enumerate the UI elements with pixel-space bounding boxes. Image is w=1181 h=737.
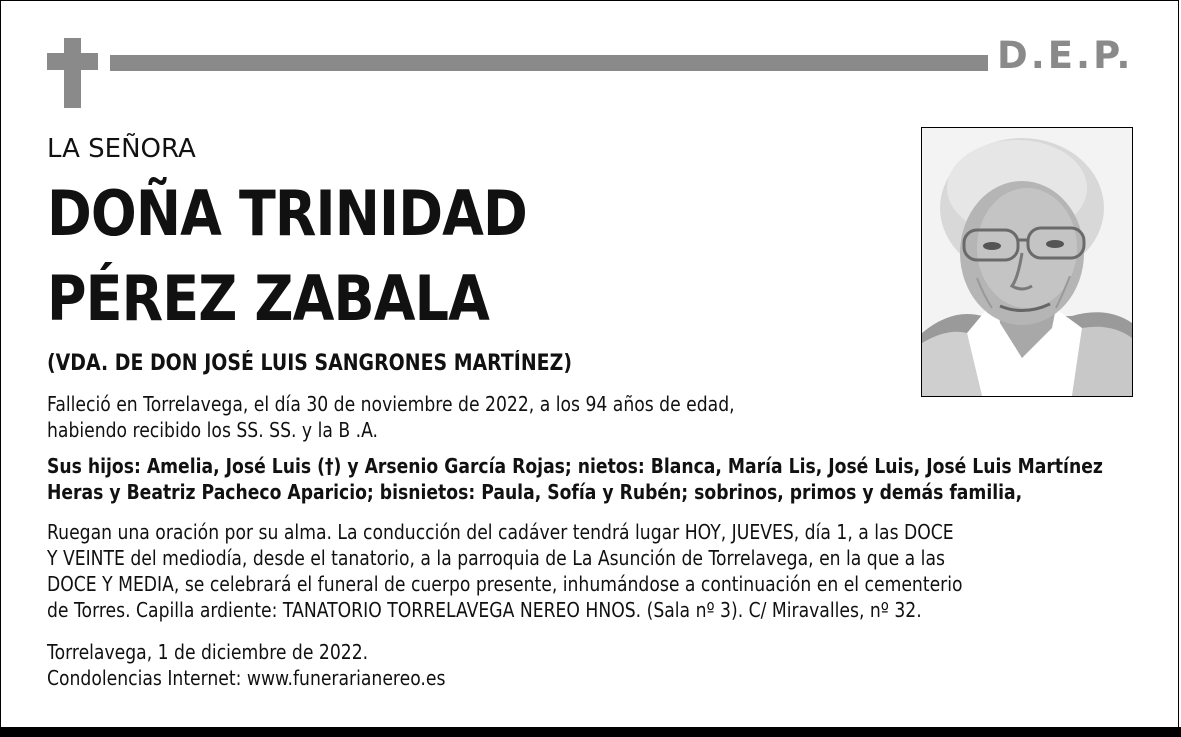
cross-icon-bar [47, 53, 98, 70]
condolences-line: Condolencias Internet: www.funerarianereo.es [47, 666, 446, 690]
family-list [47, 453, 1103, 505]
cross-icon [64, 38, 81, 108]
dep-label: D.E.P. [997, 34, 1134, 77]
death-details-line: habiendo recibido los SS. SS. y la B .A. [47, 418, 379, 442]
deceased-name-line2: PÉREZ ZABALA [47, 262, 490, 335]
funeral-details-line: Y VEINTE del mediodía, desde el tanatorio, a la parroquia de La Asunción de Torrelavega, en la que a las [47, 546, 945, 570]
deceased-name-line1: DOÑA TRINIDAD [47, 177, 527, 250]
date-place-line: Torrelavega, 1 de diciembre de 2022. [47, 640, 369, 664]
portrait-photo [921, 127, 1133, 397]
family-list-line: Heras y Beatriz Pacheco Aparicio; bisnietos: Paula, Sofía y Rubén; sobrinos, primos y demás familia, [47, 480, 1023, 504]
funeral-details-line: DOCE Y MEDIA, se celebrará el funeral de cuerpo presente, inhumándose a continuación en el cementerio [47, 572, 963, 596]
portrait-illustration [922, 128, 1132, 396]
notice-footer [47, 639, 445, 691]
death-details [47, 391, 735, 443]
funeral-details [47, 519, 963, 623]
death-details-line: Falleció en Torrelavega, el día 30 de noviembre de 2022, a los 94 años de edad, [47, 392, 735, 416]
funeral-details-line: de Torres. Capilla ardiente: TANATORIO TORRELAVEGA NEREO HNOS. (Sala nº 3). C/ Miravalles, nº 32. [47, 598, 922, 622]
header-rule [110, 55, 988, 71]
family-list-line: Sus hijos: Amelia, José Luis (†) y Arsenio García Rojas; nietos: Blanca, María Lis, José Luis, José Luis Martínez [47, 454, 1103, 478]
title-prefix: LA SEÑORA [47, 134, 196, 164]
widow-of-line: (VDA. DE DON JOSÉ LUIS SANGRONES MARTÍNEZ) [47, 351, 572, 376]
bottom-border [0, 727, 1181, 737]
funeral-details-line: Ruegan una oración por su alma. La conducción del cadáver tendrá lugar HOY, JUEVES, día 1, a las DOCE [47, 520, 954, 544]
